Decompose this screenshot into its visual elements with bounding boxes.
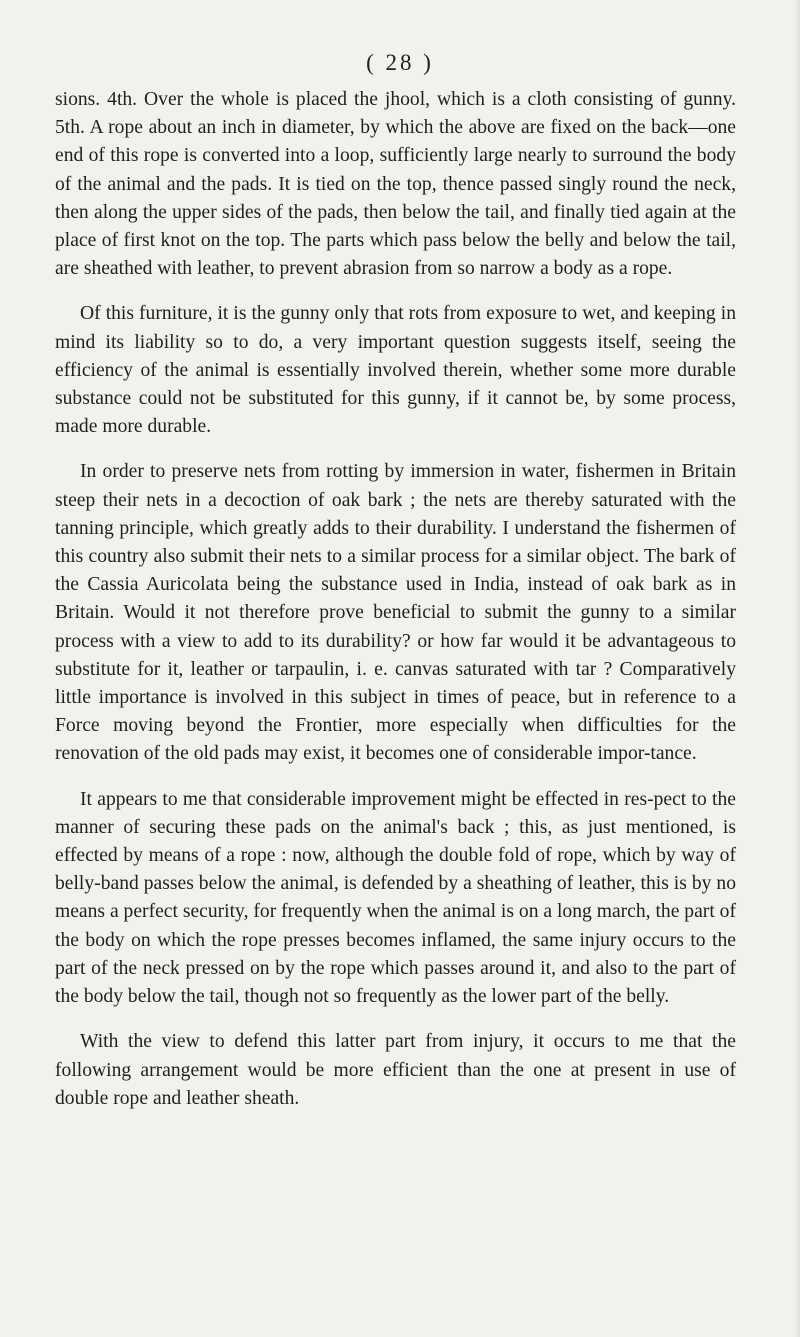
paragraph-3: In order to preserve nets from rotting by immersion in water, fishermen in Britain steep their nets in a decoction of oak bark ; the nets are thereby saturated with the tanning principle, which greatly adds to their durability. I understand the fishermen of this country also submit their nets to a similar process for a similar object. The bark of the Cassia Auricolata being the substance used in India, instead of oak bark as in Britain. Would it not therefore prove beneficial to submit the gunny to a similar process with a view to add to its durability? or how far would it be advantageous to substitute for it, leather or tarpaulin, i. e. canvas saturated with tar ? Comparatively little importance is involved in this subject in times of peace, but in reference to a Force moving beyond the Frontier, more especially when difficulties for the renovation of the old pads may exist, it becomes one of considerable impor-tance.	[55, 461, 736, 765]
paragraph-5: With the view to defend this latter part from injury, it occurs to me that the following arrangement would be more efficient than the one at present in use of double rope and leather sheath.	[55, 1031, 736, 1109]
paragraph-2: Of this furniture, it is the gunny only that rots from exposure to wet, and keeping in mind its liability so to do, a very important question suggests itself, seeing the efficiency of the animal is essentially involved therein, whether some more durable substance could not be substituted for this gunny, if it cannot be, by some process, made more durable.	[55, 303, 736, 438]
paragraph-4: It appears to me that considerable improvement might be effected in res-pect to the manner of securing these pads on the animal's back ; this, as just mentioned, is effected by means of a rope : now, although the double fold of rope, which by way of belly-band passes below the animal, is defended by a sheathing of leather, this is by no means a perfect security, for frequently when the animal is on a long march, the part of the body on which the rope presses becomes inflamed, the same injury occurs to the part of the neck pressed on by the rope which passes around it, and also to the part of the body below the tail, though not so frequently as the lower part of the belly.	[55, 788, 736, 1008]
page-number: ( 28 )	[366, 50, 434, 75]
paragraph-1: sions. 4th. Over the whole is placed the jhool, which is a cloth consisting of gunny. 5th. A rope about an inch in diameter, by which the above are fixed on the back—one end of this rope is converted into a loop, sufficiently large nearly to surround the body of the animal and the pads. It is tied on the top, thence passed singly round the neck, then along the upper sides of the pads, then below the tail, and finally tied again at the place of first knot on the top. The parts which pass below the belly and below the tail, are sheathed with leather, to prevent abrasion from so narrow a body as a rope.	[55, 89, 736, 280]
page-edge-shadow	[794, 0, 800, 1337]
